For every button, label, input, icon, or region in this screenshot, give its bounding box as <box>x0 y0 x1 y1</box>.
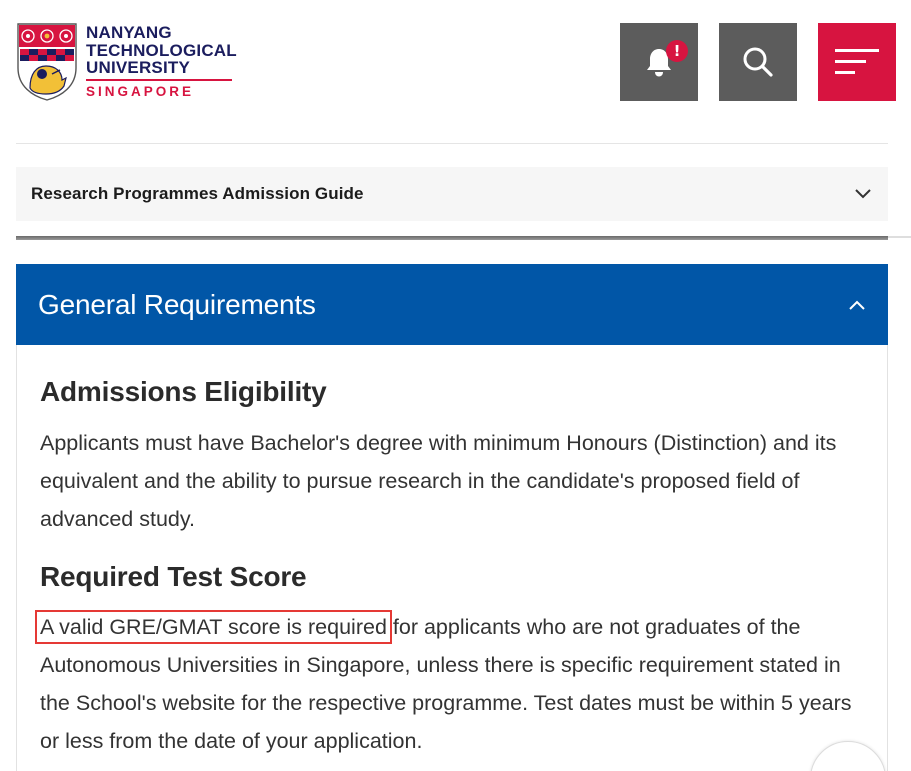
search-icon <box>742 46 774 78</box>
required-test-score-heading: Required Test Score <box>40 561 307 592</box>
chevron-up-icon <box>848 299 866 311</box>
guide-dropdown-shadow <box>16 236 888 240</box>
logo-line-3: UNIVERSITY <box>86 58 191 77</box>
highlighted-requirement: A valid GRE/GMAT score is required <box>40 615 387 639</box>
notification-badge: ! <box>666 40 688 62</box>
admissions-eligibility-heading: Admissions Eligibility <box>40 376 327 407</box>
chevron-down-icon <box>854 188 872 200</box>
site-header <box>0 0 911 143</box>
required-test-score-paragraph <box>40 608 870 760</box>
search-button[interactable] <box>719 23 797 101</box>
accordion-title: General Requirements <box>38 288 316 320</box>
logo-line-2: TECHNOLOGICAL <box>86 40 237 60</box>
menu-button[interactable] <box>818 23 896 101</box>
notifications-button[interactable] <box>620 23 698 101</box>
required-test-score-text: for applicants who are not graduates of the Autonomous Universities in Singapore, unless there is specific requirement stated in the School's website for the respective programme. Test dates must be within 5 years or less from the date of your application. <box>40 615 852 753</box>
admissions-eligibility-text: Applicants must have Bachelor's degree with minimum Honours (Distinction) and its equivalent and the ability to pursue research in the candidate's proposed field of advanced study. <box>40 431 837 531</box>
guide-shadow-edge <box>888 236 911 238</box>
hamburger-menu-icon <box>834 47 880 77</box>
guide-dropdown-label: Research Programmes Admission Guide <box>31 184 364 203</box>
ntu-crest-icon <box>16 22 78 102</box>
header-divider <box>16 143 888 144</box>
logo-subtitle: SINGAPORE <box>86 83 195 99</box>
ntu-logo[interactable] <box>16 22 241 104</box>
guide-dropdown[interactable] <box>16 167 888 221</box>
logo-wordmark <box>86 24 237 99</box>
logo-divider <box>86 79 232 81</box>
logo-line-1: NANYANG <box>86 23 172 42</box>
general-requirements-accordion-header[interactable] <box>16 264 888 345</box>
